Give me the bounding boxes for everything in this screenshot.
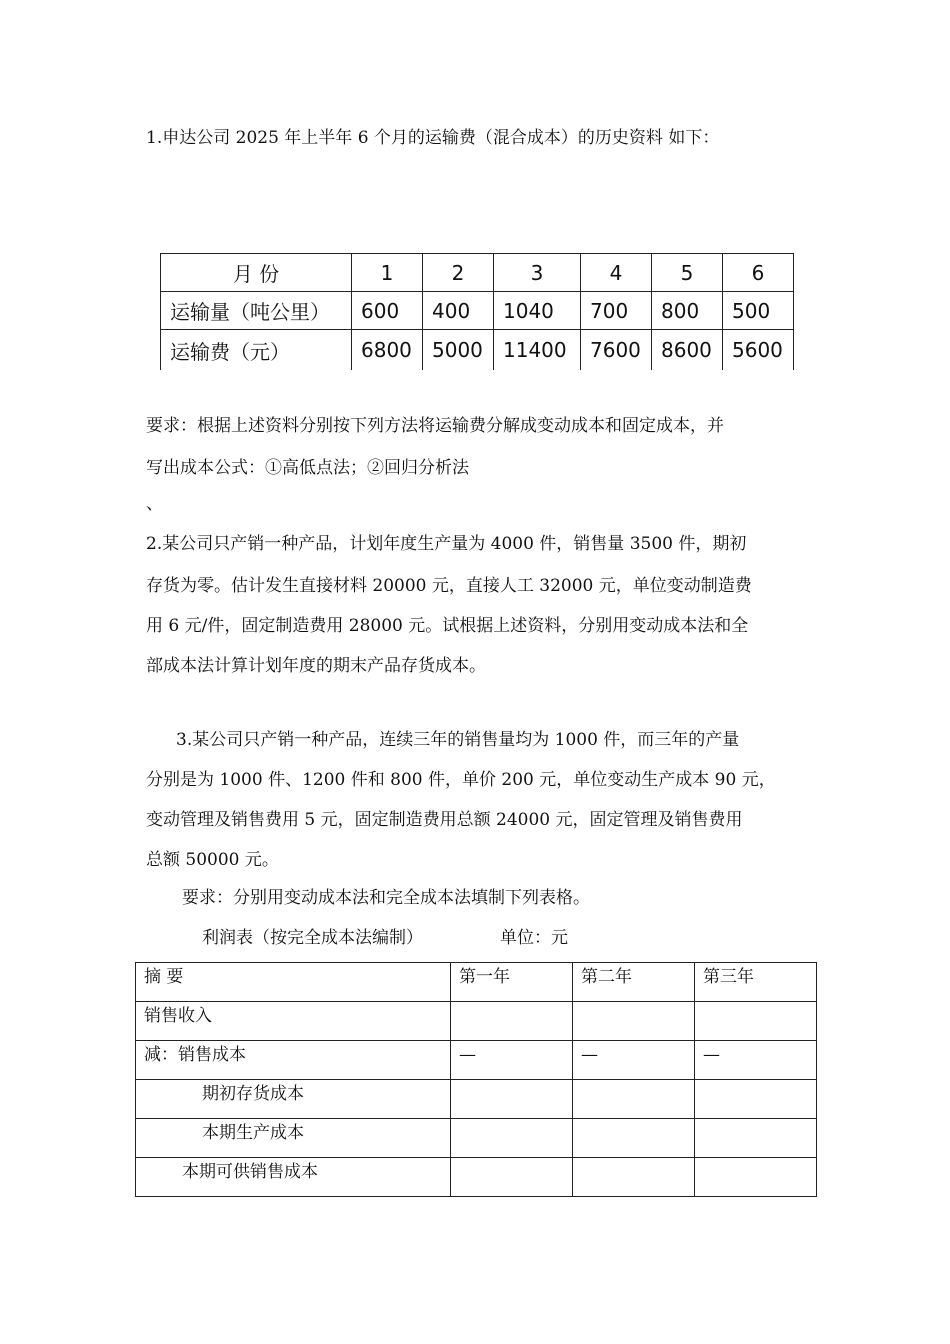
row-label: 销售收入	[136, 1002, 451, 1041]
table-cell: —	[451, 1041, 573, 1080]
row-label: 本期可供销售成本	[136, 1158, 451, 1197]
table-row	[136, 1119, 817, 1158]
table-cell[interactable]	[695, 1002, 817, 1041]
table-cell[interactable]	[695, 1119, 817, 1158]
table-cell[interactable]	[451, 1119, 573, 1158]
table-cell: 400	[423, 292, 494, 330]
table-row	[161, 292, 794, 330]
month-cell: 4	[581, 254, 652, 292]
q2-line2: 存货为零。估计发生直接材料 20000 元，直接人工 32000 元，单位变动制造费	[146, 576, 752, 596]
q2-line4: 部成本法计算计划年度的期末产品存货成本。	[146, 656, 486, 676]
table-cell: 1040	[494, 292, 581, 330]
table-cell[interactable]	[573, 1002, 695, 1041]
row-label: 减：销售成本	[136, 1041, 451, 1080]
month-header: 月 份	[161, 254, 352, 292]
table-cell: 11400	[494, 330, 581, 371]
table-cell[interactable]	[695, 1080, 817, 1119]
table-row	[136, 963, 817, 1002]
row-label: 本期生产成本	[136, 1119, 451, 1158]
month-cell: 5	[652, 254, 723, 292]
q3-line3: 变动管理及销售费用 5 元，固定制造费用总额 24000 元，固定管理及销售费用	[146, 810, 743, 830]
table-cell[interactable]	[451, 1158, 573, 1197]
table-unit: 单位：元	[500, 928, 568, 948]
q3-line1: 3.某公司只产销一种产品，连续三年的销售量均为 1000 件，而三年的产量	[176, 730, 740, 750]
column-header: 第二年	[573, 963, 695, 1002]
table-cell: 600	[352, 292, 423, 330]
table-row	[161, 254, 794, 292]
row-label: 期初存货成本	[136, 1080, 451, 1119]
table-row	[161, 330, 794, 371]
transport-cost-table	[160, 253, 794, 370]
table-cell[interactable]	[573, 1158, 695, 1197]
table-cell: 8600	[652, 330, 723, 371]
table-cell[interactable]	[451, 1002, 573, 1041]
table-cell: 800	[652, 292, 723, 330]
q3-requirement: 要求：分别用变动成本法和完全成本法填制下列表格。	[182, 888, 590, 908]
q1-intro: 1.申达公司 2025 年上半年 6 个月的运输费（混合成本）的历史资料 如下：	[146, 128, 720, 148]
column-header: 第三年	[695, 963, 817, 1002]
table-cell: —	[573, 1041, 695, 1080]
table-cell: 5000	[423, 330, 494, 371]
table-row	[136, 1080, 817, 1119]
table-cell: 7600	[581, 330, 652, 371]
q2-line1: 2.某公司只产销一种产品，计划年度生产量为 4000 件，销售量 3500 件，期初	[146, 534, 747, 554]
table-row	[136, 1002, 817, 1041]
q2-line3: 用 6 元/件，固定制造费用 28000 元。试根据上述资料，分别用变动成本法和全	[146, 616, 749, 636]
table-cell: 500	[723, 292, 794, 330]
month-cell: 2	[423, 254, 494, 292]
q1-requirement-line2: 写出成本公式：①高低点法；②回归分析法	[146, 458, 469, 478]
table-cell: —	[695, 1041, 817, 1080]
table-cell[interactable]	[695, 1158, 817, 1197]
table-caption: 利润表（按完全成本法编制）	[202, 928, 423, 948]
table-cell: 700	[581, 292, 652, 330]
table-row	[136, 1041, 817, 1080]
table-cell[interactable]	[573, 1080, 695, 1119]
month-cell: 3	[494, 254, 581, 292]
table-cell: 6800	[352, 330, 423, 371]
q3-line4: 总额 50000 元。	[146, 850, 279, 870]
row-label: 运输费（元）	[161, 330, 352, 371]
table-cell: 5600	[723, 330, 794, 371]
table-cell[interactable]	[573, 1119, 695, 1158]
q3-line2: 分别是为 1000 件、1200 件和 800 件，单价 200 元，单位变动生产成本 90 元，	[146, 770, 776, 790]
column-header: 摘 要	[136, 963, 451, 1002]
column-header: 第一年	[451, 963, 573, 1002]
q1-requirement-line1: 要求：根据上述资料分别按下列方法将运输费分解成变动成本和固定成本，并	[146, 416, 724, 436]
table-cell[interactable]	[451, 1080, 573, 1119]
month-cell: 1	[352, 254, 423, 292]
separator-mark: 、	[146, 494, 163, 514]
table-row	[136, 1158, 817, 1197]
month-cell: 6	[723, 254, 794, 292]
row-label: 运输量（吨公里）	[161, 292, 352, 330]
income-statement-table	[135, 962, 817, 1197]
